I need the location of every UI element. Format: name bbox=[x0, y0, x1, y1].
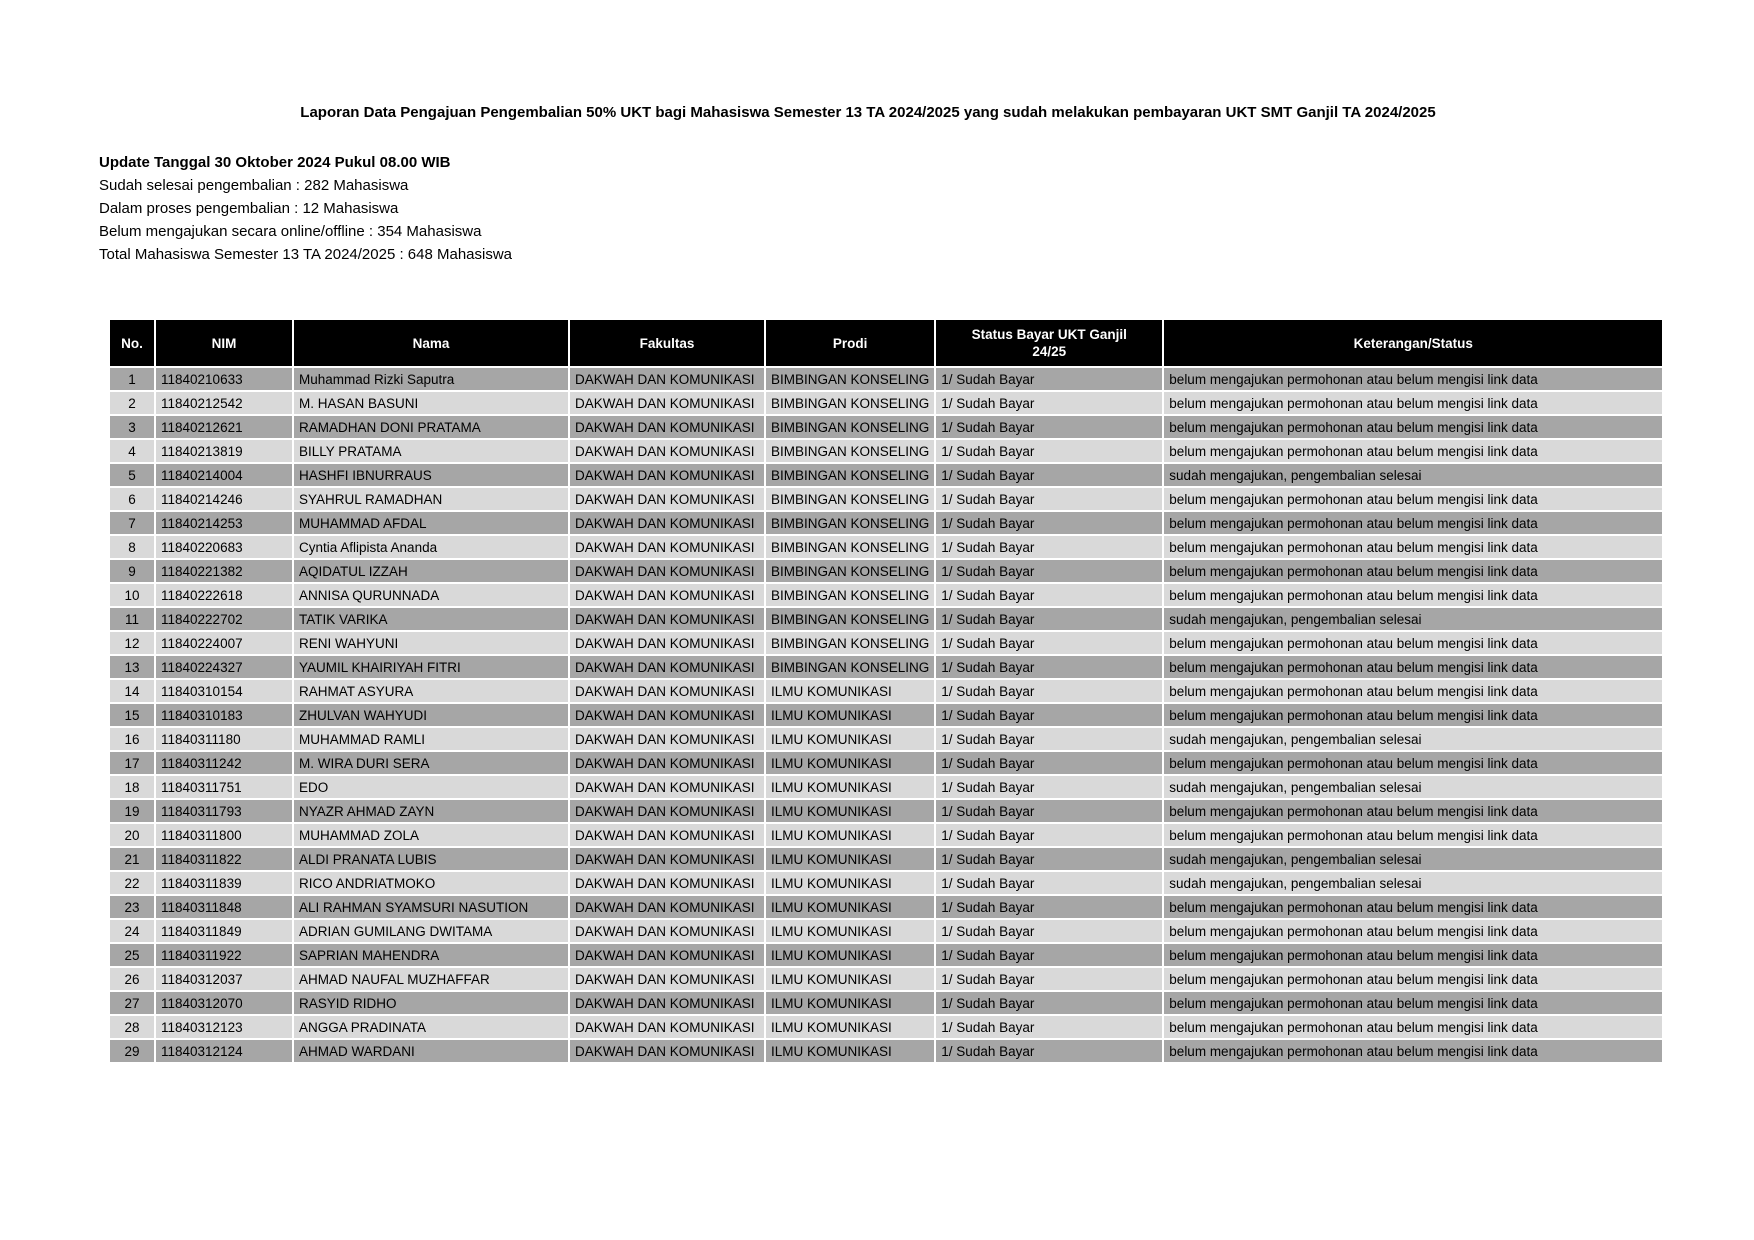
cell-no: 24 bbox=[109, 919, 155, 943]
cell-fakultas: DAKWAH DAN KOMUNIKASI bbox=[569, 751, 765, 775]
cell-no: 1 bbox=[109, 367, 155, 391]
cell-status: 1/ Sudah Bayar bbox=[935, 727, 1163, 751]
header-no: No. bbox=[109, 319, 155, 367]
summary-update-line: Update Tanggal 30 Oktober 2024 Pukul 08.00 WIB bbox=[99, 154, 451, 171]
table-row bbox=[109, 1039, 1663, 1063]
cell-nama: MUHAMMAD ZOLA bbox=[293, 823, 569, 847]
cell-fakultas: DAKWAH DAN KOMUNIKASI bbox=[569, 775, 765, 799]
cell-nim: 11840212542 bbox=[155, 391, 293, 415]
cell-fakultas: DAKWAH DAN KOMUNIKASI bbox=[569, 559, 765, 583]
cell-keterangan: sudah mengajukan, pengembalian selesai bbox=[1163, 775, 1663, 799]
cell-status: 1/ Sudah Bayar bbox=[935, 415, 1163, 439]
cell-fakultas: DAKWAH DAN KOMUNIKASI bbox=[569, 943, 765, 967]
cell-keterangan: belum mengajukan permohonan atau belum mengisi link data bbox=[1163, 655, 1663, 679]
cell-status: 1/ Sudah Bayar bbox=[935, 703, 1163, 727]
cell-no: 26 bbox=[109, 967, 155, 991]
cell-keterangan: sudah mengajukan, pengembalian selesai bbox=[1163, 871, 1663, 895]
table-header bbox=[109, 319, 1663, 367]
table-row bbox=[109, 847, 1663, 871]
cell-status: 1/ Sudah Bayar bbox=[935, 895, 1163, 919]
table-row bbox=[109, 1015, 1663, 1039]
cell-prodi: ILMU KOMUNIKASI bbox=[765, 775, 935, 799]
cell-fakultas: DAKWAH DAN KOMUNIKASI bbox=[569, 367, 765, 391]
cell-no: 14 bbox=[109, 679, 155, 703]
cell-keterangan: belum mengajukan permohonan atau belum mengisi link data bbox=[1163, 415, 1663, 439]
cell-nama: RENI WAHYUNI bbox=[293, 631, 569, 655]
cell-nim: 11840212621 bbox=[155, 415, 293, 439]
cell-status: 1/ Sudah Bayar bbox=[935, 775, 1163, 799]
cell-status: 1/ Sudah Bayar bbox=[935, 559, 1163, 583]
cell-prodi: BIMBINGAN KONSELING bbox=[765, 535, 935, 559]
cell-status: 1/ Sudah Bayar bbox=[935, 607, 1163, 631]
table-row bbox=[109, 703, 1663, 727]
cell-nama: ANGGA PRADINATA bbox=[293, 1015, 569, 1039]
cell-no: 6 bbox=[109, 487, 155, 511]
cell-keterangan: belum mengajukan permohonan atau belum mengisi link data bbox=[1163, 439, 1663, 463]
table-row bbox=[109, 991, 1663, 1015]
cell-status: 1/ Sudah Bayar bbox=[935, 991, 1163, 1015]
cell-fakultas: DAKWAH DAN KOMUNIKASI bbox=[569, 991, 765, 1015]
cell-status: 1/ Sudah Bayar bbox=[935, 967, 1163, 991]
cell-nama: HASHFI IBNURRAUS bbox=[293, 463, 569, 487]
cell-no: 28 bbox=[109, 1015, 155, 1039]
table-row bbox=[109, 631, 1663, 655]
cell-nim: 11840312037 bbox=[155, 967, 293, 991]
cell-status: 1/ Sudah Bayar bbox=[935, 391, 1163, 415]
cell-status: 1/ Sudah Bayar bbox=[935, 847, 1163, 871]
table-row bbox=[109, 967, 1663, 991]
cell-no: 20 bbox=[109, 823, 155, 847]
cell-nama: AQIDATUL IZZAH bbox=[293, 559, 569, 583]
cell-no: 23 bbox=[109, 895, 155, 919]
cell-status: 1/ Sudah Bayar bbox=[935, 799, 1163, 823]
cell-nama: SAPRIAN MAHENDRA bbox=[293, 943, 569, 967]
cell-nim: 11840311922 bbox=[155, 943, 293, 967]
cell-prodi: ILMU KOMUNIKASI bbox=[765, 1039, 935, 1063]
cell-prodi: ILMU KOMUNIKASI bbox=[765, 1015, 935, 1039]
cell-no: 11 bbox=[109, 607, 155, 631]
cell-nama: M. WIRA DURI SERA bbox=[293, 751, 569, 775]
cell-nim: 11840214004 bbox=[155, 463, 293, 487]
cell-status: 1/ Sudah Bayar bbox=[935, 943, 1163, 967]
cell-no: 29 bbox=[109, 1039, 155, 1063]
cell-nama: MUHAMMAD AFDAL bbox=[293, 511, 569, 535]
cell-keterangan: belum mengajukan permohonan atau belum mengisi link data bbox=[1163, 919, 1663, 943]
cell-nim: 11840222618 bbox=[155, 583, 293, 607]
cell-status: 1/ Sudah Bayar bbox=[935, 751, 1163, 775]
cell-status: 1/ Sudah Bayar bbox=[935, 1039, 1163, 1063]
cell-status: 1/ Sudah Bayar bbox=[935, 439, 1163, 463]
cell-prodi: BIMBINGAN KONSELING bbox=[765, 607, 935, 631]
table-row bbox=[109, 823, 1663, 847]
cell-no: 5 bbox=[109, 463, 155, 487]
cell-nim: 11840311800 bbox=[155, 823, 293, 847]
cell-nama: Cyntia Aflipista Ananda bbox=[293, 535, 569, 559]
cell-nim: 11840213819 bbox=[155, 439, 293, 463]
table-row bbox=[109, 367, 1663, 391]
cell-nim: 11840311242 bbox=[155, 751, 293, 775]
cell-nim: 11840311839 bbox=[155, 871, 293, 895]
cell-prodi: ILMU KOMUNIKASI bbox=[765, 751, 935, 775]
cell-keterangan: belum mengajukan permohonan atau belum mengisi link data bbox=[1163, 799, 1663, 823]
cell-keterangan: belum mengajukan permohonan atau belum mengisi link data bbox=[1163, 967, 1663, 991]
cell-no: 3 bbox=[109, 415, 155, 439]
cell-nama: AHMAD WARDANI bbox=[293, 1039, 569, 1063]
cell-nim: 11840311822 bbox=[155, 847, 293, 871]
table-row bbox=[109, 775, 1663, 799]
cell-fakultas: DAKWAH DAN KOMUNIKASI bbox=[569, 967, 765, 991]
cell-nim: 11840312124 bbox=[155, 1039, 293, 1063]
cell-fakultas: DAKWAH DAN KOMUNIKASI bbox=[569, 391, 765, 415]
cell-keterangan: belum mengajukan permohonan atau belum mengisi link data bbox=[1163, 367, 1663, 391]
cell-status: 1/ Sudah Bayar bbox=[935, 631, 1163, 655]
cell-no: 21 bbox=[109, 847, 155, 871]
cell-no: 9 bbox=[109, 559, 155, 583]
cell-keterangan: belum mengajukan permohonan atau belum mengisi link data bbox=[1163, 487, 1663, 511]
cell-fakultas: DAKWAH DAN KOMUNIKASI bbox=[569, 631, 765, 655]
header-keterangan: Keterangan/Status bbox=[1163, 319, 1663, 367]
cell-prodi: ILMU KOMUNIKASI bbox=[765, 799, 935, 823]
cell-nama: AHMAD NAUFAL MUZHAFFAR bbox=[293, 967, 569, 991]
cell-nama: RASYID RIDHO bbox=[293, 991, 569, 1015]
cell-keterangan: belum mengajukan permohonan atau belum mengisi link data bbox=[1163, 583, 1663, 607]
summary-line-selesai: Sudah selesai pengembalian : 282 Mahasiswa bbox=[99, 177, 409, 194]
cell-nim: 11840210633 bbox=[155, 367, 293, 391]
cell-fakultas: DAKWAH DAN KOMUNIKASI bbox=[569, 1039, 765, 1063]
cell-keterangan: belum mengajukan permohonan atau belum mengisi link data bbox=[1163, 1015, 1663, 1039]
table-row bbox=[109, 607, 1663, 631]
cell-status: 1/ Sudah Bayar bbox=[935, 535, 1163, 559]
cell-prodi: BIMBINGAN KONSELING bbox=[765, 439, 935, 463]
cell-nama: RICO ANDRIATMOKO bbox=[293, 871, 569, 895]
cell-keterangan: belum mengajukan permohonan atau belum mengisi link data bbox=[1163, 943, 1663, 967]
cell-keterangan: belum mengajukan permohonan atau belum mengisi link data bbox=[1163, 559, 1663, 583]
header-nama: Nama bbox=[293, 319, 569, 367]
cell-prodi: BIMBINGAN KONSELING bbox=[765, 415, 935, 439]
cell-status: 1/ Sudah Bayar bbox=[935, 511, 1163, 535]
cell-nama: ANNISA QURUNNADA bbox=[293, 583, 569, 607]
cell-status: 1/ Sudah Bayar bbox=[935, 655, 1163, 679]
cell-no: 16 bbox=[109, 727, 155, 751]
cell-nama: M. HASAN BASUNI bbox=[293, 391, 569, 415]
cell-prodi: ILMU KOMUNIKASI bbox=[765, 823, 935, 847]
cell-nim: 11840220683 bbox=[155, 535, 293, 559]
cell-prodi: BIMBINGAN KONSELING bbox=[765, 463, 935, 487]
table-row bbox=[109, 799, 1663, 823]
cell-fakultas: DAKWAH DAN KOMUNIKASI bbox=[569, 847, 765, 871]
cell-keterangan: belum mengajukan permohonan atau belum mengisi link data bbox=[1163, 1039, 1663, 1063]
cell-status: 1/ Sudah Bayar bbox=[935, 679, 1163, 703]
cell-nim: 11840311848 bbox=[155, 895, 293, 919]
cell-nim: 11840221382 bbox=[155, 559, 293, 583]
cell-keterangan: sudah mengajukan, pengembalian selesai bbox=[1163, 847, 1663, 871]
cell-prodi: BIMBINGAN KONSELING bbox=[765, 655, 935, 679]
cell-nama: SYAHRUL RAMADHAN bbox=[293, 487, 569, 511]
cell-keterangan: belum mengajukan permohonan atau belum mengisi link data bbox=[1163, 991, 1663, 1015]
cell-fakultas: DAKWAH DAN KOMUNIKASI bbox=[569, 727, 765, 751]
cell-nama: ALDI PRANATA LUBIS bbox=[293, 847, 569, 871]
cell-nim: 11840310183 bbox=[155, 703, 293, 727]
cell-nama: TATIK VARIKA bbox=[293, 607, 569, 631]
summary-block bbox=[99, 151, 512, 266]
cell-no: 27 bbox=[109, 991, 155, 1015]
cell-nama: RAMADHAN DONI PRATAMA bbox=[293, 415, 569, 439]
cell-prodi: ILMU KOMUNIKASI bbox=[765, 991, 935, 1015]
cell-prodi: BIMBINGAN KONSELING bbox=[765, 631, 935, 655]
cell-status: 1/ Sudah Bayar bbox=[935, 871, 1163, 895]
cell-no: 2 bbox=[109, 391, 155, 415]
cell-status: 1/ Sudah Bayar bbox=[935, 823, 1163, 847]
cell-nama: NYAZR AHMAD ZAYN bbox=[293, 799, 569, 823]
cell-prodi: ILMU KOMUNIKASI bbox=[765, 871, 935, 895]
table-row bbox=[109, 487, 1663, 511]
cell-fakultas: DAKWAH DAN KOMUNIKASI bbox=[569, 487, 765, 511]
cell-keterangan: belum mengajukan permohonan atau belum mengisi link data bbox=[1163, 391, 1663, 415]
cell-keterangan: belum mengajukan permohonan atau belum mengisi link data bbox=[1163, 631, 1663, 655]
cell-nama: ALI RAHMAN SYAMSURI NASUTION bbox=[293, 895, 569, 919]
cell-prodi: BIMBINGAN KONSELING bbox=[765, 487, 935, 511]
cell-fakultas: DAKWAH DAN KOMUNIKASI bbox=[569, 655, 765, 679]
cell-fakultas: DAKWAH DAN KOMUNIKASI bbox=[569, 919, 765, 943]
cell-nama: ZHULVAN WAHYUDI bbox=[293, 703, 569, 727]
table-body bbox=[109, 367, 1663, 1063]
table-row bbox=[109, 919, 1663, 943]
cell-no: 13 bbox=[109, 655, 155, 679]
cell-no: 19 bbox=[109, 799, 155, 823]
cell-nim: 11840214246 bbox=[155, 487, 293, 511]
cell-nim: 11840214253 bbox=[155, 511, 293, 535]
table-row bbox=[109, 511, 1663, 535]
cell-fakultas: DAKWAH DAN KOMUNIKASI bbox=[569, 895, 765, 919]
summary-line-proses: Dalam proses pengembalian : 12 Mahasiswa bbox=[99, 200, 399, 217]
cell-fakultas: DAKWAH DAN KOMUNIKASI bbox=[569, 799, 765, 823]
cell-prodi: ILMU KOMUNIKASI bbox=[765, 943, 935, 967]
report-table bbox=[108, 318, 1664, 1064]
cell-status: 1/ Sudah Bayar bbox=[935, 487, 1163, 511]
cell-keterangan: sudah mengajukan, pengembalian selesai bbox=[1163, 607, 1663, 631]
cell-keterangan: sudah mengajukan, pengembalian selesai bbox=[1163, 727, 1663, 751]
cell-nama: Muhammad Rizki Saputra bbox=[293, 367, 569, 391]
cell-prodi: ILMU KOMUNIKASI bbox=[765, 727, 935, 751]
cell-nim: 11840312123 bbox=[155, 1015, 293, 1039]
table-row bbox=[109, 439, 1663, 463]
header-status-bayar-text: Status Bayar UKT Ganjil 24/25 bbox=[971, 327, 1127, 359]
cell-no: 4 bbox=[109, 439, 155, 463]
table-row bbox=[109, 391, 1663, 415]
cell-status: 1/ Sudah Bayar bbox=[935, 919, 1163, 943]
table-row bbox=[109, 871, 1663, 895]
cell-nim: 11840222702 bbox=[155, 607, 293, 631]
cell-prodi: BIMBINGAN KONSELING bbox=[765, 511, 935, 535]
header-prodi: Prodi bbox=[765, 319, 935, 367]
cell-prodi: BIMBINGAN KONSELING bbox=[765, 559, 935, 583]
table-row bbox=[109, 943, 1663, 967]
table-row bbox=[109, 559, 1663, 583]
table-row bbox=[109, 727, 1663, 751]
cell-nim: 11840224007 bbox=[155, 631, 293, 655]
cell-keterangan: belum mengajukan permohonan atau belum mengisi link data bbox=[1163, 751, 1663, 775]
table-row bbox=[109, 655, 1663, 679]
table-row bbox=[109, 751, 1663, 775]
table-row bbox=[109, 415, 1663, 439]
header-fakultas: Fakultas bbox=[569, 319, 765, 367]
cell-keterangan: sudah mengajukan, pengembalian selesai bbox=[1163, 463, 1663, 487]
table-row bbox=[109, 679, 1663, 703]
cell-fakultas: DAKWAH DAN KOMUNIKASI bbox=[569, 679, 765, 703]
cell-no: 17 bbox=[109, 751, 155, 775]
cell-nama: BILLY PRATAMA bbox=[293, 439, 569, 463]
cell-fakultas: DAKWAH DAN KOMUNIKASI bbox=[569, 463, 765, 487]
cell-nama: MUHAMMAD RAMLI bbox=[293, 727, 569, 751]
cell-keterangan: belum mengajukan permohonan atau belum mengisi link data bbox=[1163, 679, 1663, 703]
cell-nama: EDO bbox=[293, 775, 569, 799]
cell-prodi: BIMBINGAN KONSELING bbox=[765, 391, 935, 415]
cell-nama: YAUMIL KHAIRIYAH FITRI bbox=[293, 655, 569, 679]
cell-fakultas: DAKWAH DAN KOMUNIKASI bbox=[569, 583, 765, 607]
cell-prodi: ILMU KOMUNIKASI bbox=[765, 967, 935, 991]
cell-fakultas: DAKWAH DAN KOMUNIKASI bbox=[569, 607, 765, 631]
cell-status: 1/ Sudah Bayar bbox=[935, 463, 1163, 487]
page-title: Laporan Data Pengajuan Pengembalian 50% UKT bagi Mahasiswa Semester 13 TA 2024/2025 yang sudah melakukan pembayaran UKT SMT Ganjil TA 2024/2025 bbox=[300, 104, 1436, 121]
cell-keterangan: belum mengajukan permohonan atau belum mengisi link data bbox=[1163, 511, 1663, 535]
cell-nim: 11840312070 bbox=[155, 991, 293, 1015]
cell-fakultas: DAKWAH DAN KOMUNIKASI bbox=[569, 871, 765, 895]
cell-no: 8 bbox=[109, 535, 155, 559]
cell-no: 22 bbox=[109, 871, 155, 895]
cell-keterangan: belum mengajukan permohonan atau belum mengisi link data bbox=[1163, 895, 1663, 919]
cell-nim: 11840224327 bbox=[155, 655, 293, 679]
table-row bbox=[109, 463, 1663, 487]
cell-nim: 11840310154 bbox=[155, 679, 293, 703]
cell-status: 1/ Sudah Bayar bbox=[935, 1015, 1163, 1039]
cell-fakultas: DAKWAH DAN KOMUNIKASI bbox=[569, 823, 765, 847]
table-row bbox=[109, 535, 1663, 559]
cell-prodi: BIMBINGAN KONSELING bbox=[765, 583, 935, 607]
table-row bbox=[109, 583, 1663, 607]
cell-prodi: ILMU KOMUNIKASI bbox=[765, 895, 935, 919]
cell-fakultas: DAKWAH DAN KOMUNIKASI bbox=[569, 535, 765, 559]
cell-prodi: ILMU KOMUNIKASI bbox=[765, 679, 935, 703]
cell-nim: 11840311180 bbox=[155, 727, 293, 751]
cell-status: 1/ Sudah Bayar bbox=[935, 583, 1163, 607]
cell-fakultas: DAKWAH DAN KOMUNIKASI bbox=[569, 415, 765, 439]
cell-fakultas: DAKWAH DAN KOMUNIKASI bbox=[569, 511, 765, 535]
cell-fakultas: DAKWAH DAN KOMUNIKASI bbox=[569, 439, 765, 463]
cell-nim: 11840311751 bbox=[155, 775, 293, 799]
cell-nim: 11840311793 bbox=[155, 799, 293, 823]
cell-status: 1/ Sudah Bayar bbox=[935, 367, 1163, 391]
header-nim: NIM bbox=[155, 319, 293, 367]
cell-prodi: ILMU KOMUNIKASI bbox=[765, 847, 935, 871]
cell-fakultas: DAKWAH DAN KOMUNIKASI bbox=[569, 703, 765, 727]
cell-fakultas: DAKWAH DAN KOMUNIKASI bbox=[569, 1015, 765, 1039]
cell-no: 18 bbox=[109, 775, 155, 799]
cell-keterangan: belum mengajukan permohonan atau belum mengisi link data bbox=[1163, 703, 1663, 727]
cell-nama: ADRIAN GUMILANG DWITAMA bbox=[293, 919, 569, 943]
cell-no: 10 bbox=[109, 583, 155, 607]
cell-prodi: ILMU KOMUNIKASI bbox=[765, 919, 935, 943]
cell-no: 25 bbox=[109, 943, 155, 967]
header-status-bayar bbox=[935, 319, 1163, 367]
summary-line-belum: Belum mengajukan secara online/offline : 354 Mahasiswa bbox=[99, 223, 482, 240]
cell-nama: RAHMAT ASYURA bbox=[293, 679, 569, 703]
cell-no: 7 bbox=[109, 511, 155, 535]
cell-keterangan: belum mengajukan permohonan atau belum mengisi link data bbox=[1163, 535, 1663, 559]
cell-nim: 11840311849 bbox=[155, 919, 293, 943]
cell-prodi: ILMU KOMUNIKASI bbox=[765, 703, 935, 727]
cell-prodi: BIMBINGAN KONSELING bbox=[765, 367, 935, 391]
table-row bbox=[109, 895, 1663, 919]
summary-line-total: Total Mahasiswa Semester 13 TA 2024/2025 : 648 Mahasiswa bbox=[99, 246, 513, 263]
cell-no: 12 bbox=[109, 631, 155, 655]
cell-keterangan: belum mengajukan permohonan atau belum mengisi link data bbox=[1163, 823, 1663, 847]
cell-no: 15 bbox=[109, 703, 155, 727]
